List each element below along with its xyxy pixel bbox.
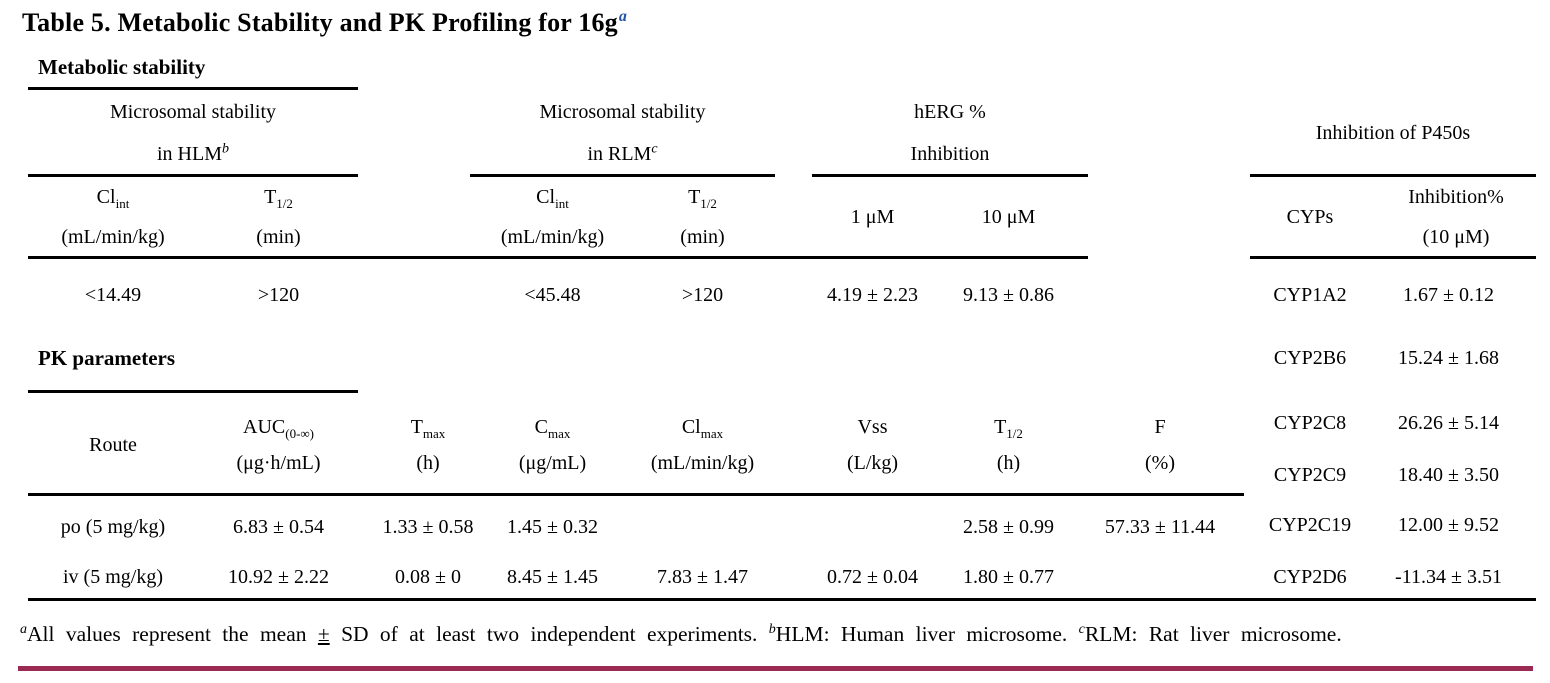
- rule-under-rlm-group: [470, 174, 775, 177]
- col-header-cmax: $C_{max}$ (μg/mL): [518, 416, 587, 474]
- cell-iv-auc: 10.92 ± 2.22: [228, 566, 329, 588]
- footnote-b-text: HLM: Human liver microsome.: [775, 622, 1079, 647]
- cell-cyp2c19-value: 12.00 ± 9.52: [1398, 514, 1499, 536]
- footnote-marker-c: c: [651, 141, 658, 157]
- section-label-pk-parameters: PK parameters: [38, 346, 176, 370]
- cell-po-t12: 2.58 ± 0.99: [963, 516, 1054, 538]
- col-header-f: F (%): [1145, 416, 1175, 474]
- cell-iv-t12: 1.80 ± 0.77: [963, 566, 1054, 588]
- col-header-herg-10um: 10 μM: [981, 206, 1036, 228]
- cell-iv-vss: 0.72 ± 0.04: [827, 566, 918, 588]
- cell-herg-10um-value: 9.13 ± 0.86: [963, 284, 1054, 306]
- footnote-marker-b: b: [222, 141, 229, 157]
- title-footnote-marker: a: [618, 8, 628, 25]
- rule-under-metabolic-headers: [28, 256, 1088, 259]
- cell-iv-cmax: 8.45 ± 1.45: [507, 566, 598, 588]
- footnote-a-post: SD of at least two independent experiments.: [329, 622, 769, 647]
- rule-under-hlm-group: [28, 174, 358, 177]
- cell-hlm-clint-value: <14.49: [84, 284, 142, 306]
- col-header-clmax: $Cl_{max}$ (mL/min/kg): [650, 416, 755, 474]
- cell-cyp2c9-value: 18.40 ± 3.50: [1398, 464, 1499, 486]
- footnote-marker-a: a: [20, 622, 27, 637]
- section-label-metabolic-stability: Metabolic stability: [38, 55, 206, 79]
- table-footnote: [20, 617, 1536, 647]
- cell-cyp2c19-name: CYP2C19: [1268, 514, 1352, 536]
- cell-cyp2c8-value: 26.26 ± 5.14: [1398, 412, 1499, 434]
- group-header-rlm-line2: in RLM$^c$: [587, 141, 658, 165]
- table-title: [22, 8, 627, 38]
- table-title-text: Table 5. Metabolic Stability and PK Profiling for 16g: [22, 8, 618, 37]
- group-header-hlm-line1: Microsomal stability: [109, 101, 277, 123]
- group-header-hlm-line2: in HLM$^b$: [157, 141, 229, 165]
- footnote-a-pre: All values represent the mean: [27, 622, 318, 647]
- cell-rlm-clint-value: <45.48: [524, 284, 581, 306]
- cell-herg-1um-value: 4.19 ± 2.23: [827, 284, 918, 306]
- cell-po-f: 57.33 ± 11.44: [1104, 516, 1216, 538]
- rule-under-p450-headers: [1250, 256, 1536, 259]
- cell-cyp2c8-name: CYP2C8: [1273, 412, 1347, 434]
- cell-cyp2b6-name: CYP2B6: [1273, 347, 1347, 369]
- footnote-plus-minus: ±: [317, 622, 330, 647]
- cell-cyp2d6-value: -11.34 ± 3.51: [1395, 566, 1502, 588]
- col-header-herg-1um: 1 μM: [850, 206, 895, 228]
- group-header-rlm: [470, 99, 775, 167]
- rule-under-metabolic-label: [28, 87, 358, 90]
- col-header-route: Route: [89, 434, 137, 456]
- col-header-tmax: $T_{max}$ (h): [410, 416, 446, 474]
- cell-hlm-t12-value: >120: [257, 284, 300, 306]
- col-header-cyps: CYPs: [1286, 206, 1334, 228]
- col-header-rlm-t12: $T_{1/2}$ (min): [680, 186, 725, 248]
- cell-cyp2d6-name: CYP2D6: [1273, 566, 1347, 588]
- rule-under-pk-headers: [28, 493, 1244, 496]
- rule-table-bottom: [28, 598, 1536, 601]
- footnote-c-text: RLM: Rat liver microsome.: [1084, 622, 1342, 647]
- rule-under-pk-label: [28, 390, 358, 393]
- group-header-hlm: [28, 99, 358, 167]
- group-header-herg-line2: Inhibition: [910, 143, 990, 165]
- cell-rlm-t12-value: >120: [681, 284, 724, 306]
- cell-cyp1a2-name: CYP1A2: [1273, 284, 1347, 306]
- group-header-p450-label: Inhibition of P450s: [1315, 122, 1471, 144]
- cell-po-cmax: 1.45 ± 0.32: [507, 516, 598, 538]
- col-header-hlm-t12: $T_{1/2}$ (min): [256, 186, 301, 248]
- group-header-p450: [1250, 99, 1536, 167]
- col-header-rlm-clint: $Cl_{int}$ (mL/min/kg): [500, 186, 605, 248]
- cell-cyp1a2-value: 1.67 ± 0.12: [1403, 284, 1494, 306]
- footnote-marker-b-ref: b: [768, 622, 776, 637]
- cell-po-route: po (5 mg/kg): [60, 516, 166, 538]
- cell-po-auc: 6.83 ± 0.54: [233, 516, 324, 538]
- col-header-t12: $T_{1/2}$ (h): [994, 416, 1023, 474]
- group-header-herg: [812, 99, 1088, 167]
- rule-under-herg-group: [812, 174, 1088, 177]
- col-header-vss: Vss (L/kg): [846, 416, 899, 474]
- col-header-inhibition-pct: Inhibition% (10 μM): [1408, 186, 1504, 248]
- rule-under-p450-group: [1250, 174, 1536, 177]
- cell-po-tmax: 1.33 ± 0.58: [382, 516, 474, 538]
- col-header-auc: $AUC_{(0-\infty)}$ (μg·h/mL): [236, 416, 321, 474]
- col-header-hlm-clint: $Cl_{int}$ (mL/min/kg): [61, 186, 165, 248]
- footnote-marker-c-ref: c: [1078, 622, 1085, 637]
- cell-iv-tmax: 0.08 ± 0: [395, 566, 461, 588]
- cell-cyp2b6-value: 15.24 ± 1.68: [1398, 347, 1499, 369]
- cell-iv-route: iv (5 mg/kg): [63, 566, 163, 588]
- cell-cyp2c9-name: CYP2C9: [1273, 464, 1347, 486]
- group-header-herg-line1: hERG %: [914, 101, 986, 123]
- cell-iv-clmax: 7.83 ± 1.47: [657, 566, 748, 588]
- rule-page-accent: [18, 666, 1533, 671]
- group-header-rlm-line1: Microsomal stability: [539, 101, 706, 123]
